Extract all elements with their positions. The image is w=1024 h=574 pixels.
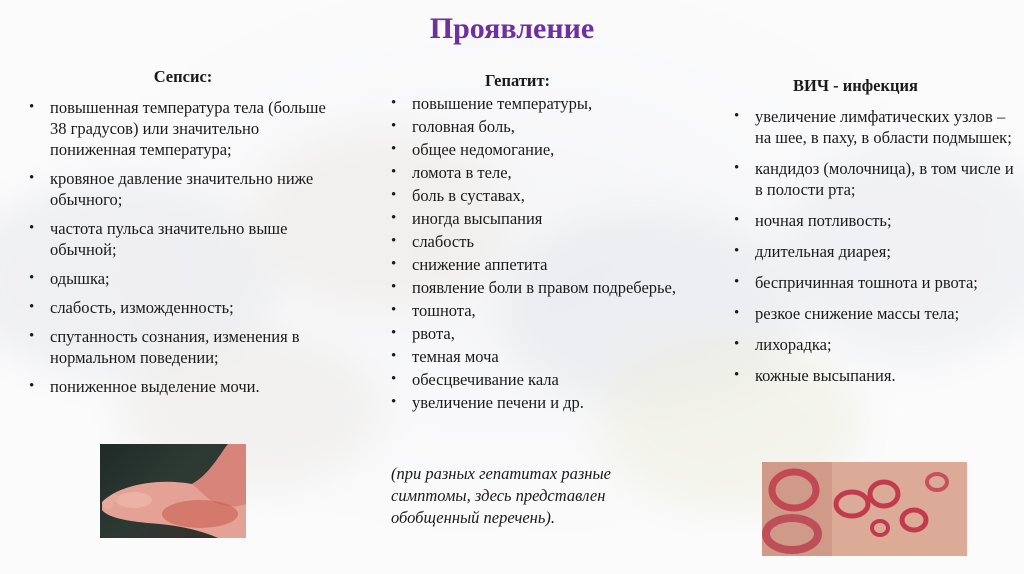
list-item: • повышенная температура тела (больше 38 градусов) или значительно пониженная температура; bbox=[28, 97, 338, 160]
list-item: • появление боли в правом подреберье, bbox=[390, 277, 685, 298]
list-item: • частота пульса значительно выше обычной; bbox=[28, 218, 338, 260]
hiv-heading: ВИЧ - инфекция bbox=[793, 76, 918, 95]
list-item: • головная боль, bbox=[390, 116, 685, 137]
list-item: • слабость bbox=[390, 231, 685, 252]
list-item: • рвота, bbox=[390, 323, 685, 344]
list-item: • иногда высыпания bbox=[390, 208, 685, 229]
list-item: • резкое снижение массы тела; bbox=[733, 303, 1018, 324]
list-item: • слабость, изможденность; bbox=[28, 297, 338, 318]
list-item: • увеличение печени и др. bbox=[390, 392, 685, 413]
sepsis-list bbox=[28, 97, 338, 397]
sepsis-column bbox=[28, 66, 338, 405]
list-item: • пониженное выделение мочи. bbox=[28, 376, 338, 397]
list-item: • спутанность сознания, изменения в нормальном поведении; bbox=[28, 326, 338, 368]
list-item: • ночная потливость; bbox=[733, 210, 1018, 231]
sepsis-heading: Сепсис: bbox=[153, 67, 213, 86]
list-item: • тошнота, bbox=[390, 300, 685, 321]
hiv-column bbox=[733, 75, 1018, 396]
rash-photo bbox=[762, 462, 967, 556]
hepatitis-note: (при разных гепатитах разные симптомы, здесь представлен обобщенный перечень). bbox=[391, 464, 611, 527]
foot-photo bbox=[100, 444, 246, 538]
list-item: • общее недомогание, bbox=[390, 139, 685, 160]
list-item: • длительная диарея; bbox=[733, 241, 1018, 262]
list-item: • лихорадка; bbox=[733, 334, 1018, 355]
slide-title: Проявление bbox=[429, 12, 595, 45]
list-item: • кровяное давление значительно ниже обычного; bbox=[28, 168, 338, 210]
hepatitis-list bbox=[390, 93, 685, 413]
hepatitis-heading: Гепатит: bbox=[484, 71, 551, 90]
list-item: • обесцвечивание кала bbox=[390, 369, 685, 390]
list-item: • боль в суставах, bbox=[390, 185, 685, 206]
list-item: • увеличение лимфатических узлов – на шее, в паху, в области подмышек; bbox=[733, 106, 1018, 148]
list-item: • повышение температуры, bbox=[390, 93, 685, 114]
hiv-list bbox=[733, 106, 1018, 386]
list-item: • кандидоз (молочница), в том числе и в полости рта; bbox=[733, 158, 1018, 200]
list-item: • одышка; bbox=[28, 268, 338, 289]
hepatitis-column bbox=[390, 70, 685, 415]
list-item: • ломота в теле, bbox=[390, 162, 685, 183]
list-item: • беспричинная тошнота и рвота; bbox=[733, 272, 1018, 293]
list-item: • кожные высыпания. bbox=[733, 365, 1018, 386]
list-item: • темная моча bbox=[390, 346, 685, 367]
list-item: • снижение аппетита bbox=[390, 254, 685, 275]
